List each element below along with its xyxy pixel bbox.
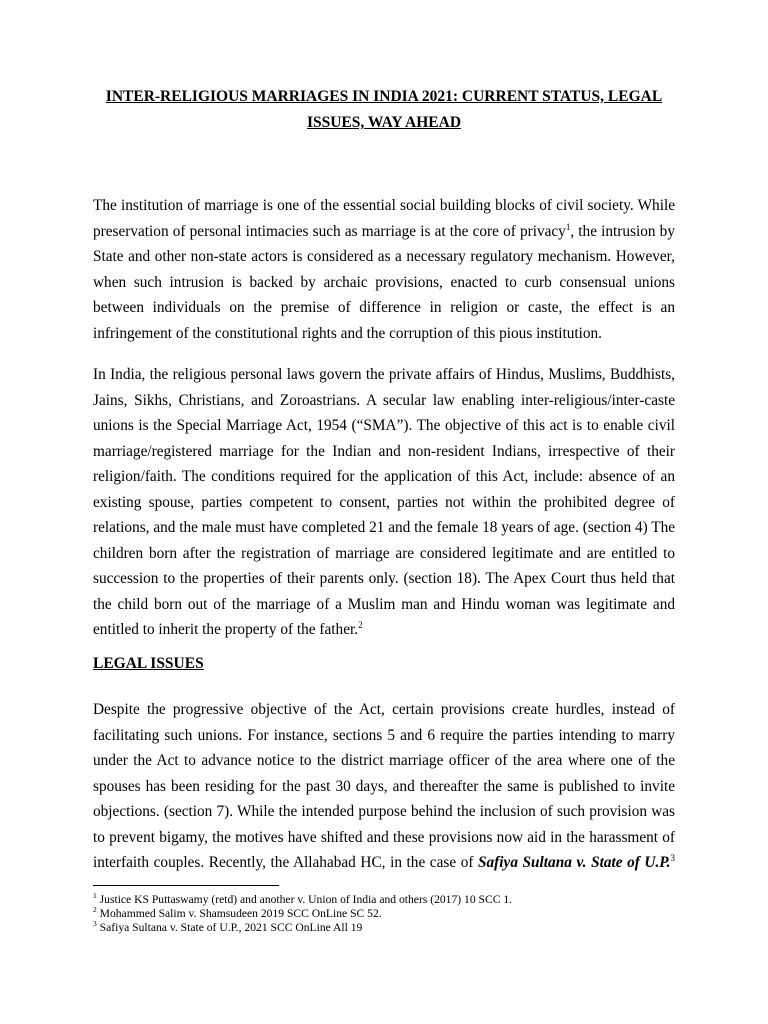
footnote-text: Mohammed Salim v. Shamsudeen 2019 SCC OnLine SC 52. <box>96 907 382 920</box>
footnote-separator <box>93 885 279 886</box>
text-line <box>93 617 675 643</box>
text-line: existing spouse, parties competent to consent, parties not within the prohibited degree of <box>93 493 675 511</box>
paragraph-intro <box>93 193 675 346</box>
footnote-ref-1: 1 <box>565 221 571 232</box>
footnote-number: 3 <box>93 919 97 929</box>
text-line: Jains, Sikhs, Christians, and Zoroastrians. A secular law enabling inter-religious/inter-caste <box>93 391 675 409</box>
footnote-number: 2 <box>93 905 97 915</box>
text-line: religion/faith. The conditions required for the application of this Act, include: absence of an <box>93 468 675 485</box>
paragraph-legal-issues <box>93 697 675 876</box>
text-line: children born after the registration of marriage are considered legitimate and are entitled to <box>93 544 675 562</box>
text-line: between individuals on the premise of difference in religion or caste, the effect is an <box>93 299 675 316</box>
text-line: facilitating such unions. For instance, sections 5 and 6 require the parties intending to marry <box>93 726 675 744</box>
text-line: unions is the Special Marriage Act, 1954 (“SMA”). The objective of this act is to enable civil <box>93 417 675 434</box>
text-line: under the Act to advance notice to the district marriage officer of the area where one of the <box>93 752 675 769</box>
footnote-1 <box>93 893 512 907</box>
footnote-number: 1 <box>93 891 97 901</box>
text-span: interfaith couples. Recently, the Allahabad HC, in the case of <box>93 854 479 871</box>
text-line: infringement of the constitutional rights and the corruption of this pious institution. <box>93 324 602 342</box>
text-line: to prevent bigamy, the motives have shifted and these provisions now aid in the harassment of <box>93 828 675 846</box>
text-line: when such intrusion is backed by archaic provisions, enacted to curb consensual unions <box>93 273 675 291</box>
title-line-1: INTER-RELIGIOUS MARRIAGES IN INDIA 2021: CURRENT STATUS, LEGAL <box>105 88 663 105</box>
footnote-2 <box>93 907 382 921</box>
text-span: preservation of personal intimacies such as marriage is at the core of privacy <box>93 222 566 240</box>
paragraph-personal-laws <box>93 362 675 643</box>
footnote-text: Justice KS Puttaswamy (retd) and another v. Union of India and others (2017) 10 SCC 1. <box>96 893 513 906</box>
footnote-ref-3: 3 <box>670 852 675 863</box>
text-line: objections. (section 7). While the intended purpose behind the inclusion of such provision was <box>93 803 675 820</box>
text-line <box>93 219 675 245</box>
footnote-3 <box>93 921 362 935</box>
text-line: Despite the progressive objective of the Act, certain provisions create hurdles, instead of <box>93 701 675 718</box>
title-line-2: ISSUES, WAY AHEAD <box>306 114 462 131</box>
text-line <box>93 850 675 876</box>
text-line: succession to the properties of their parents only. (section 18). The Apex Court thus held that <box>93 570 675 587</box>
text-span: entitled to inherit the property of the father. <box>93 621 359 638</box>
case-citation: Safiya Sultana v. State of U.P. <box>478 854 671 871</box>
section-heading-legal-issues: LEGAL ISSUES <box>93 655 204 672</box>
text-span: , the intrusion by <box>570 222 675 240</box>
text-line: spouses has been residing for the past 30 days, and thereafter the same is published to invite <box>93 777 675 795</box>
text-line: relations, and the male must have completed 21 and the female 18 years of age. (section 4) The <box>93 519 676 536</box>
document-title <box>94 84 674 136</box>
text-line: the child born out of the marriage of a Muslim man and Hindu woman was legitimate and <box>93 595 675 613</box>
text-line: In India, the religious personal laws govern the private affairs of Hindus, Muslims, Buddhists, <box>93 366 675 383</box>
footnote-text: Safiya Sultana v. State of U.P., 2021 SCC OnLine All 19 <box>96 921 363 934</box>
footnote-ref-2: 2 <box>358 619 363 630</box>
text-line: marriage/registered marriage for the Indian and non-resident Indians, irrespective of their <box>93 442 675 460</box>
text-line: State and other non-state actors is considered as a necessary regulatory mechanism. However, <box>93 248 675 265</box>
text-line: The institution of marriage is one of the essential social building blocks of civil society. While <box>93 197 675 214</box>
